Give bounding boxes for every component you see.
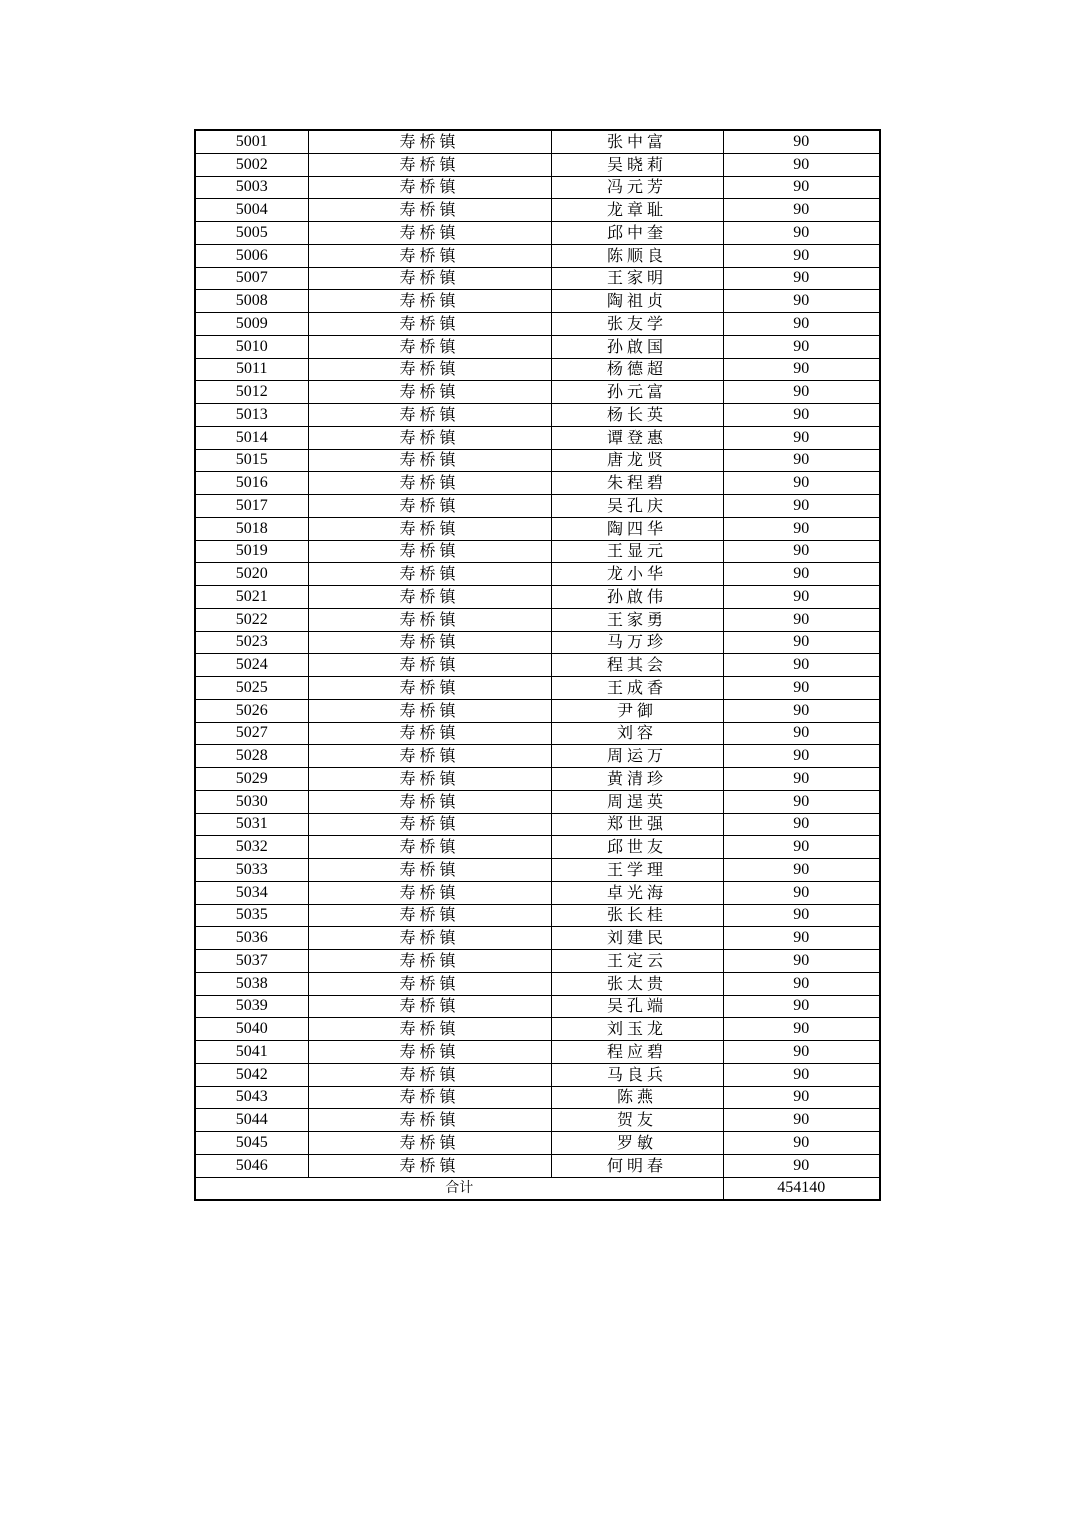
row-amount-cell: 90: [723, 881, 880, 904]
row-id-cell: 5033: [195, 859, 308, 882]
row-amount-cell: 90: [723, 790, 880, 813]
row-id-cell: 5046: [195, 1154, 308, 1177]
row-id-cell: 5010: [195, 335, 308, 358]
row-amount-cell: 90: [723, 335, 880, 358]
table-row: [195, 1086, 880, 1109]
row-amount-cell: 90: [723, 517, 880, 540]
table-row: [195, 1109, 880, 1132]
row-amount-cell: 90: [723, 722, 880, 745]
row-amount-cell: 90: [723, 699, 880, 722]
row-amount-cell: 90: [723, 244, 880, 267]
row-town-cell: 寿桥镇: [308, 199, 551, 222]
row-amount-cell: 90: [723, 586, 880, 609]
row-name-cell: 王家明: [551, 267, 723, 290]
row-name-cell: 唐龙贤: [551, 449, 723, 472]
row-amount-cell: 90: [723, 1154, 880, 1177]
row-town-cell: 寿桥镇: [308, 631, 551, 654]
row-amount-cell: 90: [723, 904, 880, 927]
table-row: [195, 199, 880, 222]
row-name-cell: 刘容: [551, 722, 723, 745]
row-town-cell: 寿桥镇: [308, 995, 551, 1018]
row-id-cell: 5041: [195, 1041, 308, 1064]
row-town-cell: 寿桥镇: [308, 153, 551, 176]
table-row: [195, 449, 880, 472]
table-body: [195, 130, 880, 1200]
row-name-cell: 卓光海: [551, 881, 723, 904]
row-town-cell: 寿桥镇: [308, 768, 551, 791]
row-id-cell: 5004: [195, 199, 308, 222]
table-row: [195, 859, 880, 882]
row-town-cell: 寿桥镇: [308, 1018, 551, 1041]
row-id-cell: 5042: [195, 1063, 308, 1086]
table-row: [195, 290, 880, 313]
table-row: [195, 745, 880, 768]
row-town-cell: 寿桥镇: [308, 1063, 551, 1086]
row-town-cell: 寿桥镇: [308, 1154, 551, 1177]
row-name-cell: 龙章耻: [551, 199, 723, 222]
row-name-cell: 何明春: [551, 1154, 723, 1177]
row-town-cell: 寿桥镇: [308, 222, 551, 245]
row-name-cell: 谭登惠: [551, 426, 723, 449]
row-amount-cell: 90: [723, 768, 880, 791]
row-id-cell: 5015: [195, 449, 308, 472]
row-name-cell: 张太贵: [551, 972, 723, 995]
row-id-cell: 5008: [195, 290, 308, 313]
table-row: [195, 495, 880, 518]
row-town-cell: 寿桥镇: [308, 1041, 551, 1064]
row-name-cell: 王定云: [551, 950, 723, 973]
table-row: [195, 517, 880, 540]
row-town-cell: 寿桥镇: [308, 722, 551, 745]
total-row: [195, 1177, 880, 1200]
row-amount-cell: 90: [723, 199, 880, 222]
table-row: [195, 836, 880, 859]
row-name-cell: 贺友: [551, 1109, 723, 1132]
row-town-cell: 寿桥镇: [308, 699, 551, 722]
row-amount-cell: 90: [723, 358, 880, 381]
row-id-cell: 5018: [195, 517, 308, 540]
row-town-cell: 寿桥镇: [308, 358, 551, 381]
row-id-cell: 5002: [195, 153, 308, 176]
row-name-cell: 郑世强: [551, 813, 723, 836]
row-town-cell: 寿桥镇: [308, 335, 551, 358]
row-town-cell: 寿桥镇: [308, 972, 551, 995]
row-id-cell: 5014: [195, 426, 308, 449]
row-town-cell: 寿桥镇: [308, 836, 551, 859]
row-id-cell: 5043: [195, 1086, 308, 1109]
row-amount-cell: 90: [723, 836, 880, 859]
table-row: [195, 335, 880, 358]
table-row: [195, 1132, 880, 1155]
table-row: [195, 950, 880, 973]
table-row: [195, 358, 880, 381]
row-id-cell: 5025: [195, 677, 308, 700]
row-name-cell: 周逞英: [551, 790, 723, 813]
row-name-cell: 陈燕: [551, 1086, 723, 1109]
row-town-cell: 寿桥镇: [308, 881, 551, 904]
row-amount-cell: 90: [723, 1086, 880, 1109]
row-town-cell: 寿桥镇: [308, 927, 551, 950]
row-amount-cell: 90: [723, 426, 880, 449]
row-name-cell: 陶祖贞: [551, 290, 723, 313]
row-name-cell: 吴孔端: [551, 995, 723, 1018]
row-amount-cell: 90: [723, 130, 880, 153]
row-town-cell: 寿桥镇: [308, 130, 551, 153]
row-id-cell: 5005: [195, 222, 308, 245]
row-id-cell: 5030: [195, 790, 308, 813]
row-town-cell: 寿桥镇: [308, 404, 551, 427]
table-row: [195, 267, 880, 290]
table-row: [195, 426, 880, 449]
subsidy-table: [194, 129, 881, 1201]
table-row: [195, 995, 880, 1018]
row-name-cell: 陶四华: [551, 517, 723, 540]
row-id-cell: 5035: [195, 904, 308, 927]
row-amount-cell: 90: [723, 972, 880, 995]
row-amount-cell: 90: [723, 540, 880, 563]
row-id-cell: 5001: [195, 130, 308, 153]
row-town-cell: 寿桥镇: [308, 495, 551, 518]
row-town-cell: 寿桥镇: [308, 449, 551, 472]
row-town-cell: 寿桥镇: [308, 790, 551, 813]
row-amount-cell: 90: [723, 290, 880, 313]
row-amount-cell: 90: [723, 813, 880, 836]
row-id-cell: 5012: [195, 381, 308, 404]
row-id-cell: 5017: [195, 495, 308, 518]
row-town-cell: 寿桥镇: [308, 313, 551, 336]
row-town-cell: 寿桥镇: [308, 267, 551, 290]
row-name-cell: 王显元: [551, 540, 723, 563]
row-amount-cell: 90: [723, 222, 880, 245]
row-name-cell: 杨德超: [551, 358, 723, 381]
table-row: [195, 244, 880, 267]
row-id-cell: 5029: [195, 768, 308, 791]
row-id-cell: 5022: [195, 608, 308, 631]
row-name-cell: 陈顺良: [551, 244, 723, 267]
row-amount-cell: 90: [723, 1109, 880, 1132]
table-row: [195, 927, 880, 950]
row-town-cell: 寿桥镇: [308, 950, 551, 973]
table-row: [195, 1041, 880, 1064]
row-id-cell: 5019: [195, 540, 308, 563]
row-name-cell: 罗敏: [551, 1132, 723, 1155]
row-name-cell: 孙元富: [551, 381, 723, 404]
table-row: [195, 677, 880, 700]
table-row: [195, 1018, 880, 1041]
table-row: [195, 540, 880, 563]
row-name-cell: 张中富: [551, 130, 723, 153]
row-id-cell: 5011: [195, 358, 308, 381]
table-row: [195, 790, 880, 813]
row-town-cell: 寿桥镇: [308, 472, 551, 495]
row-id-cell: 5007: [195, 267, 308, 290]
row-id-cell: 5013: [195, 404, 308, 427]
row-id-cell: 5032: [195, 836, 308, 859]
row-amount-cell: 90: [723, 313, 880, 336]
row-id-cell: 5021: [195, 586, 308, 609]
row-town-cell: 寿桥镇: [308, 1109, 551, 1132]
row-amount-cell: 90: [723, 1018, 880, 1041]
row-id-cell: 5006: [195, 244, 308, 267]
row-town-cell: 寿桥镇: [308, 381, 551, 404]
row-town-cell: 寿桥镇: [308, 654, 551, 677]
row-id-cell: 5003: [195, 176, 308, 199]
row-name-cell: 马万珍: [551, 631, 723, 654]
row-id-cell: 5037: [195, 950, 308, 973]
row-name-cell: 马良兵: [551, 1063, 723, 1086]
table-row: [195, 813, 880, 836]
row-amount-cell: 90: [723, 1041, 880, 1064]
row-town-cell: 寿桥镇: [308, 813, 551, 836]
row-name-cell: 黄清珍: [551, 768, 723, 791]
table-row: [195, 699, 880, 722]
table-row: [195, 631, 880, 654]
table-row: [195, 768, 880, 791]
row-town-cell: 寿桥镇: [308, 745, 551, 768]
table-row: [195, 563, 880, 586]
row-town-cell: 寿桥镇: [308, 517, 551, 540]
row-name-cell: 王家勇: [551, 608, 723, 631]
row-name-cell: 冯元芳: [551, 176, 723, 199]
row-name-cell: 邱中奎: [551, 222, 723, 245]
table-row: [195, 472, 880, 495]
row-name-cell: 周运万: [551, 745, 723, 768]
total-label-cell: 合计: [195, 1177, 723, 1200]
table-row: [195, 654, 880, 677]
row-id-cell: 5031: [195, 813, 308, 836]
table-row: [195, 313, 880, 336]
row-amount-cell: 90: [723, 472, 880, 495]
table-row: [195, 1063, 880, 1086]
table-row: [195, 904, 880, 927]
row-town-cell: 寿桥镇: [308, 608, 551, 631]
row-name-cell: 孙啟国: [551, 335, 723, 358]
row-name-cell: 尹御: [551, 699, 723, 722]
row-town-cell: 寿桥镇: [308, 176, 551, 199]
row-town-cell: 寿桥镇: [308, 540, 551, 563]
row-name-cell: 吴晓莉: [551, 153, 723, 176]
row-name-cell: 朱程碧: [551, 472, 723, 495]
row-id-cell: 5009: [195, 313, 308, 336]
row-amount-cell: 90: [723, 381, 880, 404]
row-name-cell: 龙小华: [551, 563, 723, 586]
row-amount-cell: 90: [723, 1063, 880, 1086]
row-town-cell: 寿桥镇: [308, 244, 551, 267]
row-name-cell: 杨长英: [551, 404, 723, 427]
row-name-cell: 王成香: [551, 677, 723, 700]
row-name-cell: 程应碧: [551, 1041, 723, 1064]
row-amount-cell: 90: [723, 654, 880, 677]
row-town-cell: 寿桥镇: [308, 1132, 551, 1155]
row-id-cell: 5044: [195, 1109, 308, 1132]
row-id-cell: 5026: [195, 699, 308, 722]
row-amount-cell: 90: [723, 677, 880, 700]
row-name-cell: 孙啟伟: [551, 586, 723, 609]
row-amount-cell: 90: [723, 927, 880, 950]
row-amount-cell: 90: [723, 404, 880, 427]
total-value-cell: 454140: [723, 1177, 880, 1200]
row-id-cell: 5016: [195, 472, 308, 495]
row-amount-cell: 90: [723, 267, 880, 290]
row-town-cell: 寿桥镇: [308, 677, 551, 700]
row-amount-cell: 90: [723, 631, 880, 654]
row-amount-cell: 90: [723, 563, 880, 586]
row-amount-cell: 90: [723, 995, 880, 1018]
row-amount-cell: 90: [723, 495, 880, 518]
row-name-cell: 张长桂: [551, 904, 723, 927]
table-row: [195, 404, 880, 427]
table-row: [195, 176, 880, 199]
row-town-cell: 寿桥镇: [308, 1086, 551, 1109]
table-row: [195, 130, 880, 153]
row-id-cell: 5040: [195, 1018, 308, 1041]
row-amount-cell: 90: [723, 608, 880, 631]
row-id-cell: 5027: [195, 722, 308, 745]
row-amount-cell: 90: [723, 1132, 880, 1155]
row-town-cell: 寿桥镇: [308, 563, 551, 586]
table-row: [195, 586, 880, 609]
row-name-cell: 刘建民: [551, 927, 723, 950]
table-row: [195, 153, 880, 176]
table-row: [195, 722, 880, 745]
row-id-cell: 5034: [195, 881, 308, 904]
row-id-cell: 5045: [195, 1132, 308, 1155]
row-town-cell: 寿桥镇: [308, 859, 551, 882]
row-amount-cell: 90: [723, 745, 880, 768]
row-amount-cell: 90: [723, 176, 880, 199]
table-row: [195, 222, 880, 245]
row-amount-cell: 90: [723, 153, 880, 176]
row-id-cell: 5024: [195, 654, 308, 677]
table-row: [195, 381, 880, 404]
row-town-cell: 寿桥镇: [308, 290, 551, 313]
row-id-cell: 5036: [195, 927, 308, 950]
table-row: [195, 972, 880, 995]
row-amount-cell: 90: [723, 449, 880, 472]
row-name-cell: 王学理: [551, 859, 723, 882]
row-id-cell: 5039: [195, 995, 308, 1018]
row-name-cell: 张友学: [551, 313, 723, 336]
table-row: [195, 881, 880, 904]
table-row: [195, 608, 880, 631]
row-id-cell: 5028: [195, 745, 308, 768]
row-name-cell: 吴孔庆: [551, 495, 723, 518]
row-name-cell: 邱世友: [551, 836, 723, 859]
row-id-cell: 5023: [195, 631, 308, 654]
row-amount-cell: 90: [723, 859, 880, 882]
table-row: [195, 1154, 880, 1177]
row-name-cell: 程其会: [551, 654, 723, 677]
row-town-cell: 寿桥镇: [308, 426, 551, 449]
row-town-cell: 寿桥镇: [308, 586, 551, 609]
row-town-cell: 寿桥镇: [308, 904, 551, 927]
row-id-cell: 5038: [195, 972, 308, 995]
row-amount-cell: 90: [723, 950, 880, 973]
row-id-cell: 5020: [195, 563, 308, 586]
row-name-cell: 刘玉龙: [551, 1018, 723, 1041]
